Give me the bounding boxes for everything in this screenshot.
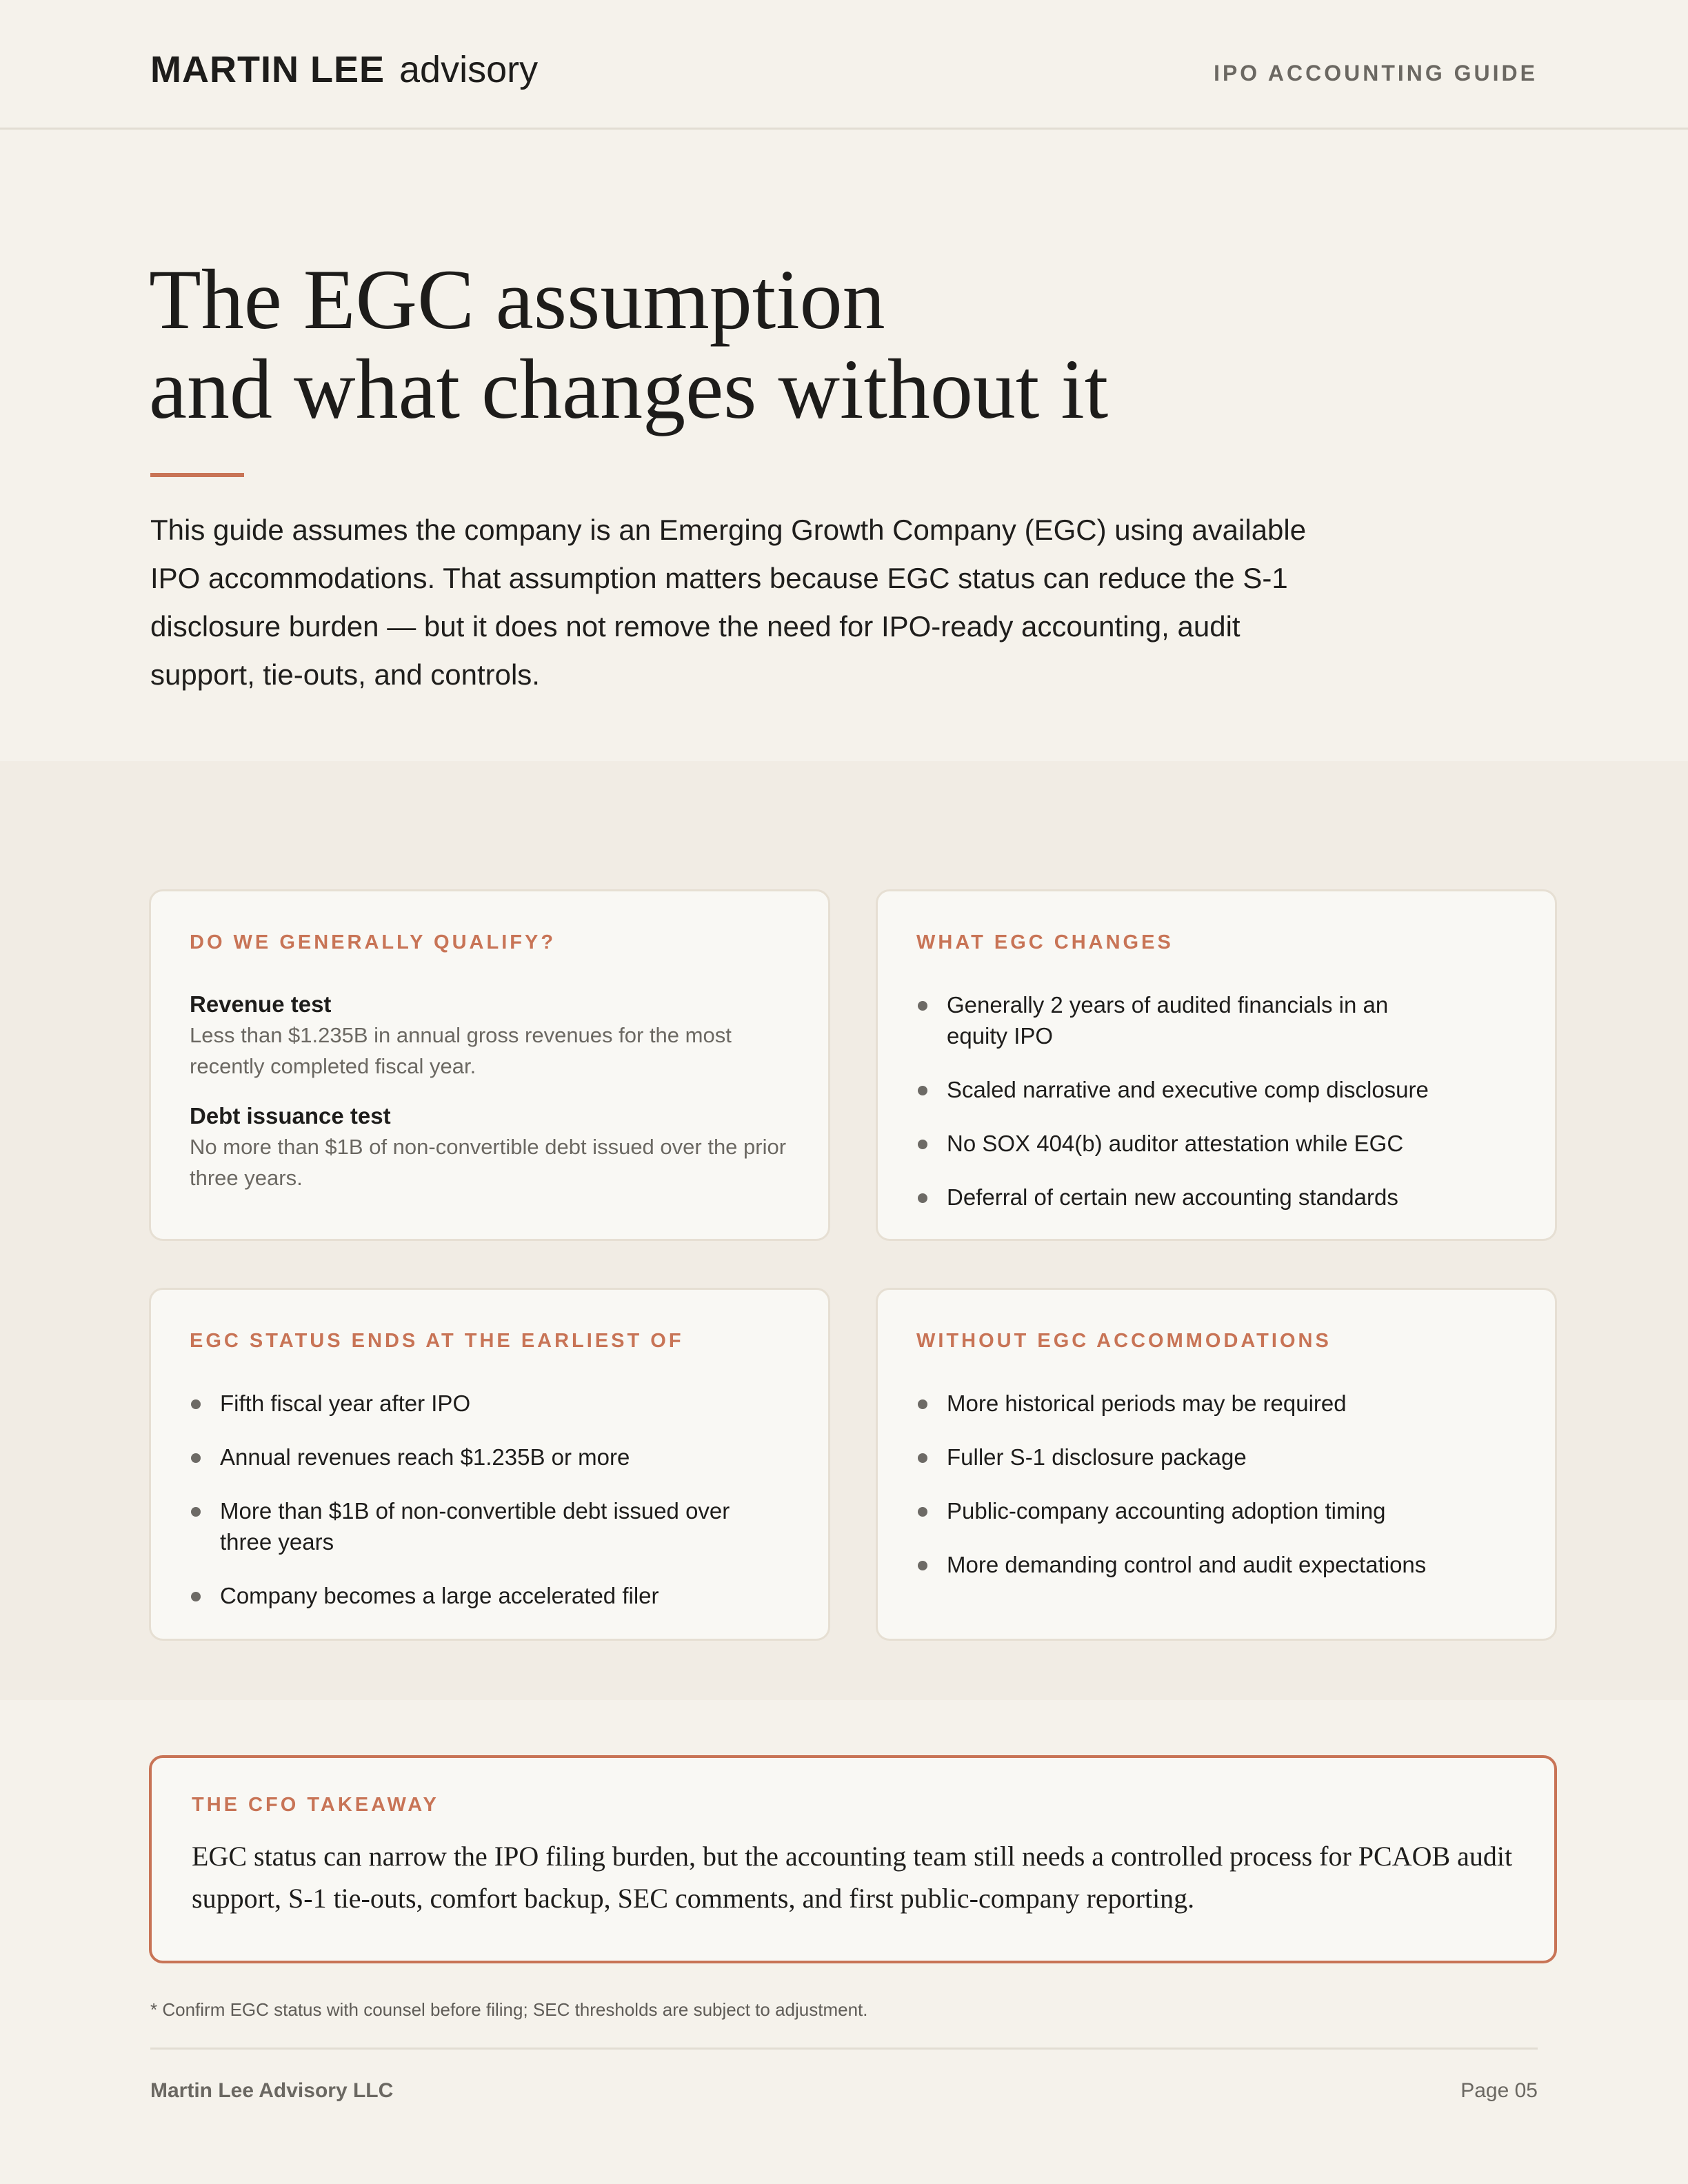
card-heading: WHAT EGC CHANGES (916, 931, 1174, 953)
debt-issuance-test (190, 1101, 790, 1193)
cfo-takeaway-callout (149, 1755, 1557, 1963)
list-item: More demanding control and audit expectations (916, 1549, 1516, 1580)
test-description: No more than $1B of non-convertible debt issued over the prior three years. (190, 1135, 787, 1190)
without-egc-card (876, 1288, 1557, 1641)
footer-company: Martin Lee Advisory LLC (150, 2079, 394, 2102)
brand-name: MARTIN LEE (150, 49, 385, 90)
list-item: Fuller S-1 disclosure package (916, 1442, 1516, 1473)
list-item: Deferral of certain new accounting standards (916, 1182, 1516, 1213)
test-title: Revenue test (190, 991, 332, 1017)
list-item: Annual revenues reach $1.235B or more (190, 1442, 790, 1473)
page-header (0, 0, 1688, 130)
list-item: No SOX 404(b) auditor attestation while EGC (916, 1128, 1516, 1159)
card-heading: WITHOUT EGC ACCOMMODATIONS (916, 1330, 1332, 1352)
egc-changes-card (876, 889, 1557, 1241)
list-item: Scaled narrative and executive comp disclosure (916, 1074, 1516, 1105)
test-title: Debt issuance test (190, 1103, 391, 1129)
test-description: Less than $1.235B in annual gross revenues for the most recently completed fiscal year. (190, 1023, 732, 1078)
callout-heading: THE CFO TAKEAWAY (192, 1794, 439, 1816)
page-title-line-1: The EGC assumption (149, 252, 885, 347)
footer-divider (150, 2048, 1538, 2050)
page-title-line-2: and what changes without it (149, 342, 1109, 436)
accent-divider (150, 473, 244, 477)
bullet-list (190, 1388, 790, 1611)
qualify-card (149, 889, 830, 1241)
bullet-list (916, 989, 1516, 1213)
egc-ends-card (149, 1288, 830, 1641)
revenue-test (190, 989, 790, 1082)
page-title (149, 252, 1459, 436)
bullet-list (916, 1388, 1516, 1580)
list-item: Company becomes a large accelerated filer (190, 1580, 790, 1611)
guide-label: IPO ACCOUNTING GUIDE (1214, 61, 1538, 85)
intro-paragraph: This guide assumes the company is an Emerging Growth Company (EGC) using available IPO accommodations. That assumption matters because EGC status can reduce the S-1 disclosure burden — but it does not remove the need for IPO-ready accounting, audit support, tie-outs, and controls. (150, 514, 1307, 691)
card-heading: EGC STATUS ENDS AT THE EARLIEST OF (190, 1330, 684, 1352)
brand-logo (150, 46, 538, 94)
list-item: Generally 2 years of audited financials in an equity IPO (916, 989, 1516, 1051)
list-item: Public-company accounting adoption timing (916, 1495, 1516, 1526)
footnote: * Confirm EGC status with counsel before filing; SEC thresholds are subject to adjustment. (150, 1999, 868, 2020)
card-heading: DO WE GENERALLY QUALIFY? (190, 931, 556, 953)
list-item: More than $1B of non-convertible debt issued over three years (190, 1495, 790, 1557)
list-item: Fifth fiscal year after IPO (190, 1388, 790, 1419)
page-number: Page 05 (1460, 2079, 1538, 2102)
callout-text: EGC status can narrow the IPO filing burden, but the accounting team still needs a controlled process for PCAOB audit support, S-1 tie-outs, comfort backup, SEC comments, and first public-company reporting. (192, 1841, 1513, 1914)
list-item: More historical periods may be required (916, 1388, 1516, 1419)
brand-suffix: advisory (399, 49, 539, 90)
